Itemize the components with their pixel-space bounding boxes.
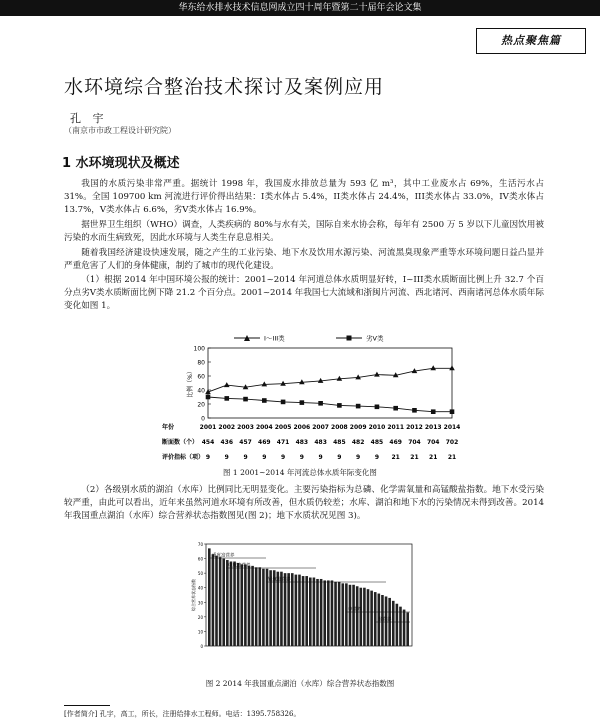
bar: [396, 604, 399, 646]
table-row-label: 断面数（个）: [162, 439, 199, 446]
table-row-label: 年份: [162, 424, 175, 431]
table-cell: 9: [318, 454, 323, 461]
bar: [341, 583, 344, 646]
table-cell: 9: [299, 454, 304, 461]
table-cell: 2005: [274, 424, 292, 431]
table-cell: 2008: [331, 424, 348, 431]
data-point-square: [375, 405, 380, 410]
y-tick-label: 80: [197, 359, 205, 367]
bar: [316, 579, 319, 646]
data-point-triangle: [224, 382, 230, 387]
table-cell: 2012: [406, 424, 423, 431]
table-cell: 2014: [443, 424, 460, 431]
y-axis-label: 综合营养状态指数: [191, 579, 196, 611]
data-point-square: [206, 395, 211, 400]
plot-frame: [208, 348, 452, 418]
bar: [212, 554, 215, 646]
bar: [406, 612, 409, 646]
paragraph: 随着我国经济建设快速发展，随之产生的工业污染、地下水及饮用水源污染、河流黑臭现象严重等水环境问题日益凸显并严重危害了人们的身体健康，制约了城市的现代化建设。: [64, 248, 544, 271]
data-point-square: [393, 406, 398, 411]
table-cell: 483: [314, 439, 327, 446]
threshold-label: 轻度富营养: [268, 577, 291, 583]
table-cell: 9: [205, 454, 211, 461]
bar: [360, 588, 363, 646]
paragraph: （2）各级别水质的湖泊（水库）比例同比无明显变化。主要污染指标为总磷、化学需氧量和高锰酸盐指数。地下水受污染较严重，由此可以看出，近年来虽然河道水环境有所改善，但水质仍较差；水库、湖泊和地下水的污染情况未得到改善。2014 年我国重点湖泊（水库）综合营养状态指数图见(图 2)；地下水质状况见图 3)。: [64, 485, 544, 521]
threshold-label: 重度富营养: [212, 553, 235, 559]
paragraph: 我国的水质污染非常严重。据统计 1998 年，我国废水排放总量为 593 亿 m³，其中工业废水占 69%，生活污水占 31%。全国 109700 km 河流进行评价得出结果：I类水体占 5.4%，II类水体占 24.4%，III类水体占 33.0%，IV类水体占 13.7%，V类水体占 6.6%，劣V类水体占 16.9%。: [64, 179, 544, 215]
data-point-square: [224, 396, 229, 401]
table-cell: 9: [356, 454, 361, 461]
table-cell: 485: [370, 439, 384, 446]
bar: [237, 563, 240, 646]
bar: [334, 582, 337, 646]
bar: [244, 564, 247, 646]
y-tick-label: 60: [197, 556, 203, 562]
table-cell: 2013: [424, 424, 442, 431]
table-cell: 21: [391, 454, 400, 461]
running-header: 华东给水排水技术信息网成立四十周年暨第二十届年会论文集: [0, 0, 600, 16]
bar: [313, 578, 316, 646]
table-cell: 9: [262, 454, 267, 461]
bar: [302, 576, 305, 646]
bar: [309, 578, 312, 646]
figure-1-caption: 图 1 2001~2014 年河流总体水质年际变化图: [223, 468, 377, 477]
legend-label: I～III类: [264, 334, 285, 343]
bar: [392, 601, 395, 646]
data-point-square: [431, 409, 436, 414]
y-tick-label: 100: [193, 345, 205, 353]
data-point-square: [356, 404, 361, 409]
bar: [349, 585, 352, 646]
y-tick-label: 0: [200, 644, 203, 649]
bar: [331, 580, 334, 646]
bar: [226, 560, 229, 646]
table-cell: 2002: [218, 424, 236, 431]
bar: [363, 588, 366, 646]
threshold-label: 中营养: [348, 607, 362, 613]
table-cell: 469: [258, 439, 271, 446]
y-tick-label: 40: [197, 387, 205, 395]
paragraph: （1）根据 2014 年中国环境公报的统计：2001~2014 年河道总体水质明显好转，I~III类水质断面比例上升 32.7 个百分点劣V类水质断面比例下降 21.2 个百分点。2001~2014 年我国七大流域和浙闽片河流、西北诸河、西南诸河总体水质年际变化如图 1。: [64, 275, 544, 311]
bar: [320, 579, 323, 646]
data-point-square: [281, 400, 286, 405]
table-cell: 2011: [387, 424, 405, 431]
table-cell: 469: [389, 439, 402, 446]
table-row-label: 评价指标（项）: [162, 454, 205, 461]
bar: [230, 561, 233, 646]
table-cell: 704: [408, 439, 421, 446]
data-point-triangle: [374, 372, 380, 377]
bar: [323, 580, 326, 646]
bar: [370, 591, 373, 646]
bar: [305, 576, 308, 646]
bar: [367, 589, 370, 646]
bar: [298, 575, 301, 646]
table-cell: 21: [447, 454, 457, 461]
table-cell: 2001: [199, 424, 217, 431]
table-cell: 9: [337, 454, 342, 461]
table-cell: 2003: [237, 424, 254, 431]
table-cell: 483: [295, 439, 309, 446]
bar: [287, 573, 290, 646]
y-tick-label: 30: [197, 600, 203, 606]
bar: [215, 556, 218, 646]
table-cell: 471: [276, 439, 290, 446]
table-cell: 2009: [349, 424, 367, 431]
bar: [259, 567, 262, 646]
table-cell: 436: [220, 439, 234, 446]
table-cell: 9: [280, 454, 286, 461]
y-tick-label: 0: [201, 415, 205, 423]
threshold-label: 贫营养: [378, 617, 392, 623]
y-tick-label: 10: [197, 629, 203, 635]
figure-1-chart: [160, 334, 460, 464]
table-cell: 9: [374, 454, 380, 461]
data-point-square: [337, 403, 342, 408]
table-cell: 2006: [293, 424, 311, 431]
bar: [222, 559, 225, 646]
y-tick-label: 60: [197, 373, 205, 381]
data-point-square: [243, 397, 248, 402]
bar: [352, 585, 355, 646]
bar: [251, 566, 254, 646]
bar: [262, 569, 265, 646]
figure-2-caption: 图 2 2014 年我国重点湖泊（水库）综合营养状态指数图: [205, 679, 395, 688]
table-cell: 9: [224, 454, 229, 461]
table-cell: 457: [239, 439, 252, 446]
footnote-rule: [64, 705, 110, 706]
data-point-square: [318, 401, 323, 406]
data-point-triangle: [430, 365, 436, 370]
section-tag: 热点聚焦篇: [476, 28, 586, 54]
figure-2-chart: [190, 538, 420, 666]
legend-label: 劣V类: [366, 334, 384, 343]
bar: [219, 557, 222, 646]
section-heading: 1 水环境现状及概述: [62, 156, 180, 171]
legend-marker-square: [347, 336, 352, 341]
bar: [345, 583, 348, 646]
paper-title: 水环境综合整治技术探讨及案例应用: [64, 76, 385, 98]
table-cell: 704: [426, 439, 440, 446]
table-cell: 2004: [255, 424, 273, 431]
data-point-square: [300, 400, 305, 405]
bar: [240, 564, 243, 646]
bar: [356, 586, 359, 646]
bar: [374, 592, 377, 646]
figure-1: [160, 334, 460, 478]
table-cell: 2010: [368, 424, 386, 431]
bar: [277, 572, 280, 646]
bar: [280, 572, 283, 646]
y-tick-label: 40: [197, 585, 203, 591]
data-point-square: [262, 398, 267, 403]
bar: [327, 580, 330, 646]
y-tick-label: 70: [197, 542, 203, 547]
bar: [295, 575, 298, 646]
paragraph: 据世界卫生组织（WHO）调查，人类疾病的 80%与水有关，国际自来水协会称，每年有 2500 万 5 岁以下儿童因饮用被污染的水而生病致死，因此水环境与人类生存息息相关。: [64, 220, 544, 243]
table-cell: 21: [429, 454, 438, 461]
threshold-label: 中度富营养: [228, 563, 251, 569]
data-point-square: [412, 408, 417, 413]
affiliation: （南京市市政工程设计研究院）: [64, 126, 176, 135]
bar: [399, 607, 402, 646]
bar: [284, 573, 287, 646]
table-cell: 21: [410, 454, 419, 461]
footnote: [作者简介] 孔宇，高工，所长，注册给排水工程师。电话：1395.758326。: [64, 710, 301, 718]
author: 孔 宇: [70, 112, 108, 125]
table-cell: 485: [333, 439, 346, 446]
bar: [291, 573, 294, 646]
figure-2: [190, 538, 420, 666]
y-axis-label: 比例（%）: [187, 368, 194, 398]
data-point-triangle: [449, 365, 455, 370]
bar: [233, 561, 236, 646]
y-tick-label: 20: [197, 614, 203, 620]
table-cell: 454: [201, 439, 215, 446]
table-cell: 9: [243, 454, 248, 461]
bar: [338, 582, 341, 646]
bar: [208, 548, 211, 646]
y-tick-label: 50: [197, 571, 203, 577]
bar: [255, 567, 258, 646]
data-point-square: [450, 409, 455, 414]
table-cell: 2007: [312, 424, 329, 431]
y-tick-label: 20: [197, 401, 205, 409]
bar: [403, 610, 406, 646]
table-cell: 482: [351, 439, 365, 446]
bar: [248, 566, 251, 646]
table-cell: 702: [445, 439, 459, 446]
